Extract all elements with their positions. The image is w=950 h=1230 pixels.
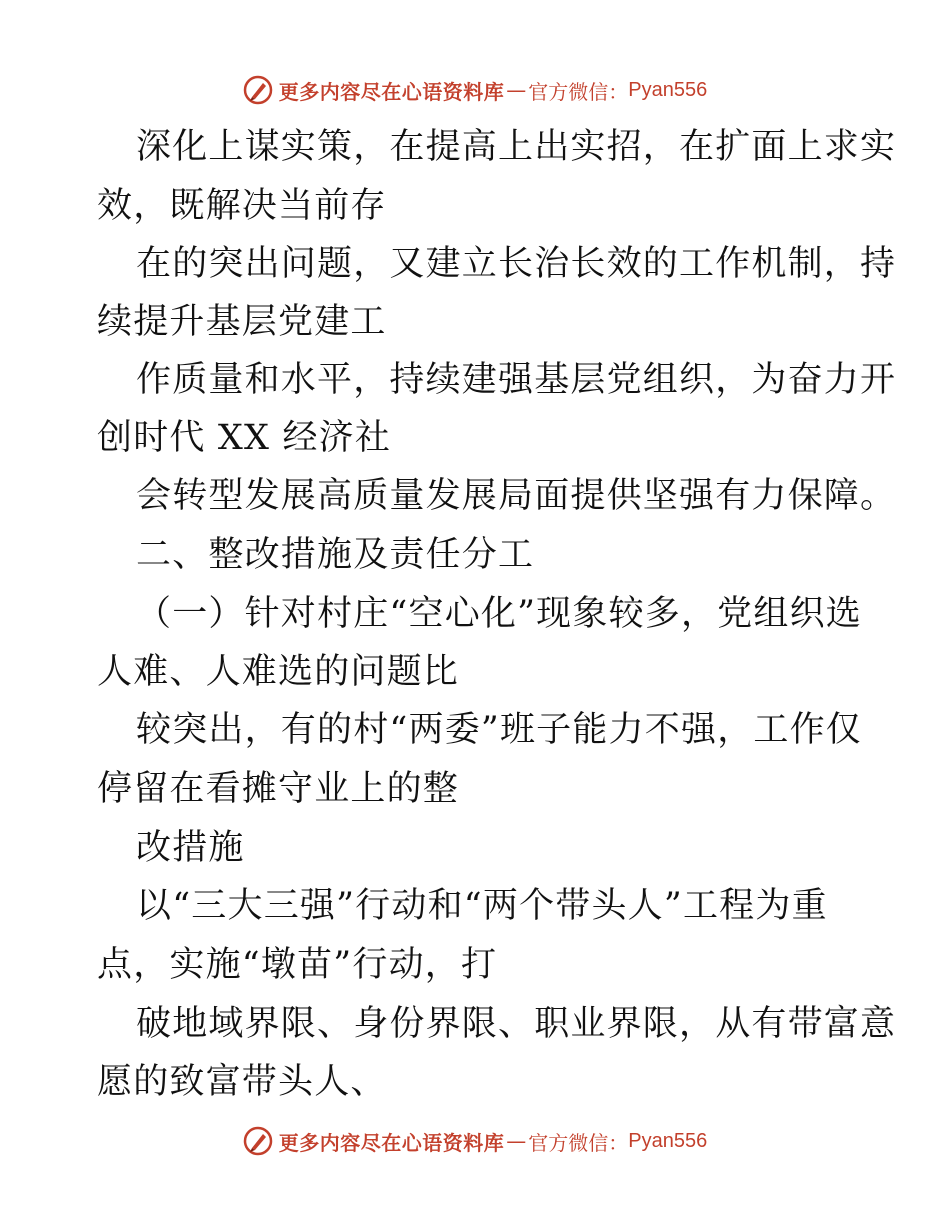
watermark-main-text: 更多内容尽在心语资料库 (278, 1130, 505, 1155)
footer-watermark (0, 1121, 950, 1161)
watermark-wechat-label: 官方微信： (528, 1130, 629, 1155)
watermark-separator: — (506, 78, 527, 102)
body-line: 效，既解决当前存 (97, 186, 387, 226)
body-line: 停留在看摊守业上的整 (97, 769, 460, 809)
body-line: 在的突出问题，又建立长治长效的工作机制，持 (136, 244, 896, 284)
quill-logo-icon (243, 1126, 273, 1156)
body-line: 破地域界限、身份界限、职业界限，从有带富意 (136, 1004, 896, 1044)
section-heading: 二、整改措施及责任分工 (136, 535, 535, 575)
watermark-wechat-id: Pyan556 (628, 78, 708, 101)
body-line: 续提升基层党建工 (97, 302, 387, 342)
body-line: 点，实施“墩苗”行动，打 (97, 945, 498, 985)
watermark-main-text: 更多内容尽在心语资料库 (278, 79, 505, 104)
body-line: （一）针对村庄“空心化”现象较多，党组织选 (136, 594, 862, 634)
body-line: 作质量和水平，持续建强基层党组织，为奋力开 (136, 360, 896, 400)
watermark-wechat-label: 官方微信： (528, 79, 629, 104)
watermark-wechat-id: Pyan556 (628, 1129, 708, 1152)
body-line: 深化上谋实策，在提高上出实招，在扩面上求实 (136, 127, 896, 167)
body-line: 较突出，有的村“两委”班子能力不强，工作仅 (136, 710, 862, 750)
body-line: 以“三大三强”行动和“两个带头人”工程为重 (136, 886, 828, 926)
body-line: 改措施 (136, 828, 245, 868)
body-line: 会转型发展高质量发展局面提供坚强有力保障。 (136, 476, 896, 516)
body-line: 愿的致富带头人、 (97, 1062, 387, 1102)
body-line: 创时代 XX 经济社 (97, 418, 392, 458)
body-line: 人难、人难选的问题比 (97, 652, 460, 692)
watermark-separator: — (506, 1129, 527, 1153)
